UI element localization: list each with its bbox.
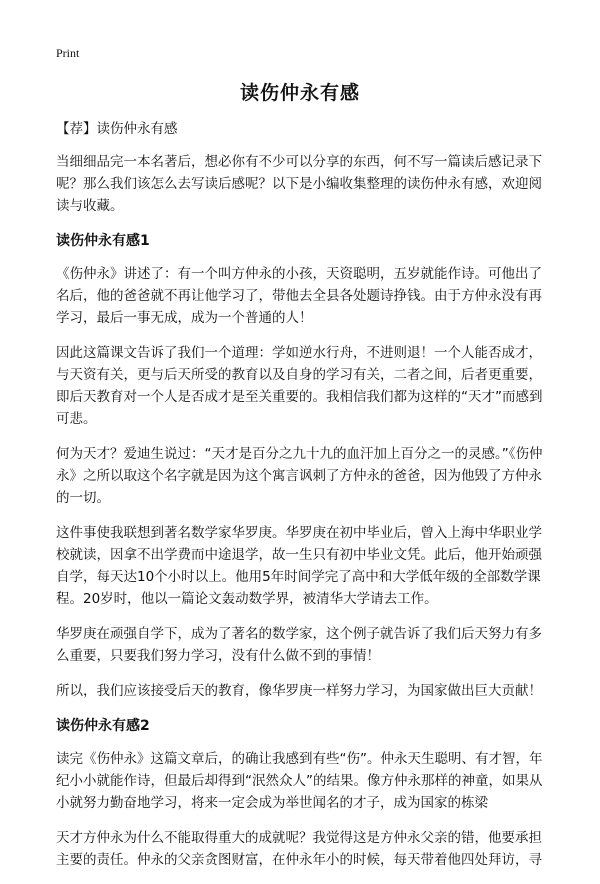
recommend-tag-line: 【荐】读伤仲永有感	[56, 121, 178, 137]
section-paragraph: 所以，我们应该接受后天的教育，像华罗庚一样努力学习，为国家做出巨大贡献！	[56, 683, 542, 699]
section-paragraph: 读完《伤仲永》这篇文章后，的确让我感到有些“伤”。仲永天生聪明、有才智，年纪小小就能作诗，但最后却得到“泯然众人”的结果。像方仲永那样的神童，如果从小就努力勤奋地学习，将来一定会成为举世闻名的才子，成为国家的栋梁	[56, 751, 543, 811]
print-link[interactable]: Print	[56, 46, 80, 60]
section-paragraph: 何为天才？爱迪生说过：“天才是百分之九十九的血汗加上百分之一的灵感。”《伤仲永》之所以取这个名字就是因为这个寓言讽刺了方仲永的爸爸，因为他毁了方仲永的一切。	[56, 446, 543, 506]
section-paragraph: 这件事使我联想到著名数学家华罗庚。华罗庚在初中毕业后，曾入上海中华职业学校就读，因拿不出学费而中途退学，故一生只有初中毕业文凭。此后，他开始顽强自学，每天达10个小时以上。他用5年时间学完了高中和大学低年级的全部数学课程。20岁时，他以一篇论文轰动数学界，被清华大学请去工作。	[56, 525, 542, 607]
section-heading: 读伤仲永有感2	[56, 718, 150, 734]
section-paragraph: 《伤仲永》讲述了：有一个叫方仲永的小孩，天资聪明，五岁就能作诗。可他出了名后，他的爸爸就不再让他学习了，带他去全县各处题诗挣钱。由于方仲永没有再学习，最后一事无成，成为一个普通的人！	[56, 266, 542, 326]
section-paragraph: 天才方仲永为什么不能取得重大的成就呢？我觉得这是方仲永父亲的错，他要承担主要的责任。仲永的父亲贪图财富，在仲永年小的时候，每天带着他四处拜访，寻	[56, 830, 542, 868]
section-paragraph: 华罗庚在顽强自学下，成为了著名的数学家，这个例子就告诉了我们后天努力有多么重要，只要我们努力学习，没有什么做不到的事情！	[56, 626, 542, 664]
intro-paragraph: 当细细品完一本名著后，想必你有不少可以分享的东西，何不写一篇读后感记录下呢？那么我们该怎么去写读后感呢？以下是小编收集整理的读伤仲永有感，欢迎阅读与收藏。	[56, 154, 542, 214]
section-paragraph: 因此这篇课文告诉了我们一个道理：学如逆水行舟，不进则退！一个人能否成才，与天资有关，更与后天所受的教育以及自身的学习有关，二者之间，后者更重要，即后天教育对一个人是否成才是至关重要的。我相信我们都为这样的“天才”而感到可悲。	[56, 345, 543, 427]
page-title: 读伤仲永有感	[239, 82, 360, 104]
section-heading: 读伤仲永有感1	[56, 233, 150, 249]
article-body	[56, 118, 554, 884]
